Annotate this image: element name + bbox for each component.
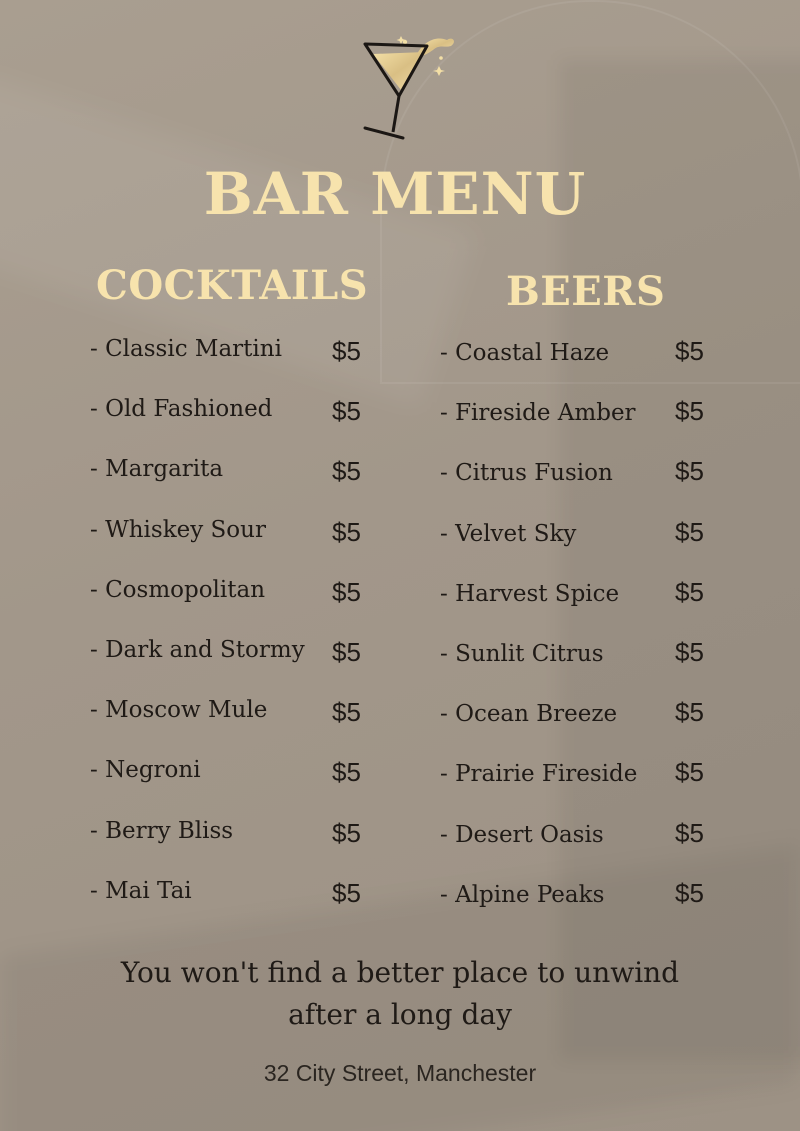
list-item xyxy=(440,517,720,577)
item-name: - Velvet Sky xyxy=(440,520,577,547)
list-item xyxy=(90,456,380,516)
list-item xyxy=(440,757,720,817)
item-name: - Desert Oasis xyxy=(440,821,604,848)
item-price: $5 xyxy=(675,817,704,848)
item-name: - Harvest Spice xyxy=(440,580,620,607)
item-name: - Alpine Peaks xyxy=(440,881,605,908)
item-name: - Sunlit Citrus xyxy=(440,640,604,667)
item-name: - Negroni xyxy=(90,757,201,784)
list-item xyxy=(90,577,380,637)
list-item xyxy=(90,757,380,817)
list-item xyxy=(90,878,380,938)
martini-glass-icon xyxy=(355,32,465,144)
item-name: - Classic Martini xyxy=(90,336,282,362)
tagline: You won't find a better place to unwind after a long day xyxy=(120,956,680,1031)
item-name: - Citrus Fusion xyxy=(440,460,613,487)
list-item xyxy=(440,697,720,757)
item-price: $5 xyxy=(675,456,704,487)
item-name: - Dark and Stormy xyxy=(90,636,305,663)
item-price: $5 xyxy=(675,336,704,366)
list-item xyxy=(440,336,720,396)
list-item xyxy=(90,818,380,878)
item-name: - Prairie Fireside xyxy=(440,761,638,788)
item-price: $5 xyxy=(675,396,704,427)
item-price: $5 xyxy=(332,456,361,487)
item-price: $5 xyxy=(332,396,361,427)
address: 32 City Street, Manchester xyxy=(263,1060,537,1086)
beers-list xyxy=(440,336,720,938)
list-item xyxy=(440,396,720,456)
item-price: $5 xyxy=(675,636,704,667)
item-price: $5 xyxy=(675,697,704,728)
cocktails-list xyxy=(90,336,380,938)
item-price: $5 xyxy=(332,336,361,366)
list-item xyxy=(90,396,380,456)
item-price: $5 xyxy=(332,757,361,788)
list-item xyxy=(90,697,380,757)
item-price: $5 xyxy=(332,877,361,908)
item-name: - Berry Bliss xyxy=(90,817,234,844)
list-item xyxy=(440,637,720,697)
list-item xyxy=(90,637,380,697)
item-price: $5 xyxy=(675,877,704,908)
item-price: $5 xyxy=(332,697,361,728)
item-name: - Moscow Mule xyxy=(90,697,268,724)
item-name: - Mai Tai xyxy=(90,877,192,904)
cocktails-heading: COCKTAILS xyxy=(96,262,369,309)
item-name: - Coastal Haze xyxy=(440,340,610,366)
item-name: - Fireside Amber xyxy=(440,400,636,427)
page-title: BAR MENU xyxy=(203,160,587,228)
item-name: - Old Fashioned xyxy=(90,396,273,423)
item-price: $5 xyxy=(332,516,361,547)
item-price: $5 xyxy=(675,757,704,788)
list-item xyxy=(440,577,720,637)
item-name: - Ocean Breeze xyxy=(440,701,618,728)
item-price: $5 xyxy=(332,636,361,667)
list-item xyxy=(440,456,720,516)
item-price: $5 xyxy=(332,576,361,607)
item-price: $5 xyxy=(675,516,704,547)
item-price: $5 xyxy=(675,576,704,607)
list-item xyxy=(90,336,380,396)
item-name: - Whiskey Sour xyxy=(90,516,266,543)
item-name: - Margarita xyxy=(90,456,224,483)
list-item xyxy=(90,517,380,577)
item-name: - Cosmopolitan xyxy=(90,576,266,603)
list-item xyxy=(440,818,720,878)
list-item xyxy=(440,878,720,938)
beers-heading: BEERS xyxy=(506,268,666,315)
item-price: $5 xyxy=(332,817,361,848)
